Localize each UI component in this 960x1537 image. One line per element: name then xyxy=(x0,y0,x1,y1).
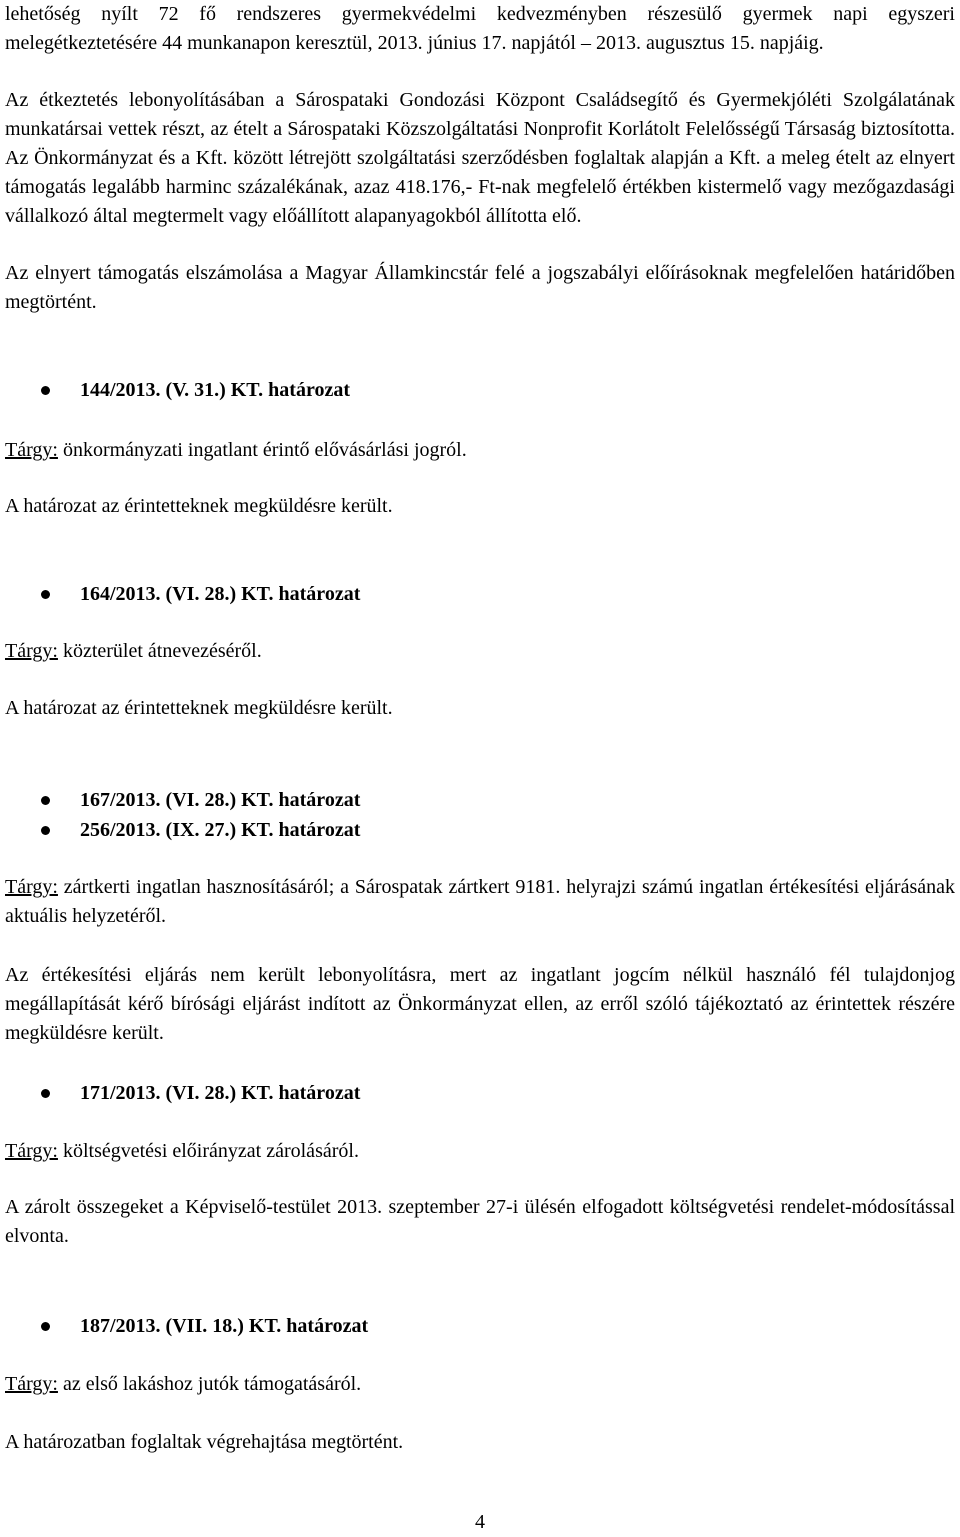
intro-paragraph-1: lehetőség nyílt 72 fő rendszeres gyermekvédelmi kedvezményben részesülő gyermek napi egyszeri melegétkeztetésére 44 munkanapon keresztül, 2013. június 17. napjától – 2013. augusztus 15. napjáig. xyxy=(5,3,955,54)
resolution-heading: 187/2013. (VII. 18.) KT. határozat xyxy=(5,1311,955,1341)
intro-paragraph-3: Az elnyert támogatás elszámolása a Magyar Államkincstár felé a jogszabályi előírásoknak megfelelően határidőben megtörtént. xyxy=(5,262,955,313)
subject-text: költségvetési előirányzat zárolásáról. xyxy=(57,1140,359,1162)
bullet-icon xyxy=(41,826,50,835)
resolution-subject xyxy=(5,436,955,465)
bullet-icon xyxy=(41,590,50,599)
bullet-icon xyxy=(41,1322,50,1331)
resolution-heading: 167/2013. (VI. 28.) KT. határozat xyxy=(5,785,955,815)
resolution-heading: 144/2013. (V. 31.) KT. határozat xyxy=(5,375,955,405)
resolution-heading-list xyxy=(5,1311,955,1341)
intro-paragraph-2: Az étkeztetés lebonyolításában a Sárospataki Gondozási Központ Családsegítő és Gyermekjóléti Szolgálatának munkatársai vettek részt, az ételt a Sárospataki Közszolgáltatási Nonprofit Korlátolt Felelősségű Társaság biztosította. Az Önkormányzat és a Kft. között létrejött szolgáltatási szerződésben foglaltak alapján a Kft. a meleg ételt az elnyert támogatás legalább harminc százalékának, azaz 418.176,- Ft-nak megfelelő értékben kistermelő vagy mezőgazdasági vállalkozó által megtermelt vagy előállított alapanyagokból állította elő. xyxy=(5,89,955,227)
subject-text: önkormányzati ingatlant érintő elővásárlási jogról. xyxy=(57,439,467,461)
bullet-icon xyxy=(41,1089,50,1098)
resolution-heading-list xyxy=(5,785,955,845)
resolution-heading-list xyxy=(5,375,955,405)
resolution-body: Az értékesítési eljárás nem került lebonyolításra, mert az ingatlant jogcím nélkül használó fél tulajdonjog megállapítását kérő bírósági eljárást indított az Önkormányzat ellen, az erről szóló tájékoztató az érintettek részére megküldésre került. xyxy=(5,964,955,1044)
subject-text: zártkerti ingatlan hasznosításáról; a Sárospatak zártkert 9181. helyrajzi számú ingatlan értékesítési eljárásának aktuális helyzetéről. xyxy=(5,876,955,927)
subject-label: Tárgy: xyxy=(5,439,58,461)
resolution-heading: 171/2013. (VI. 28.) KT. határozat xyxy=(5,1078,955,1108)
bullet-icon xyxy=(41,796,50,805)
subject-label: Tárgy: xyxy=(5,1140,58,1162)
subject-label: Tárgy: xyxy=(5,640,58,662)
subject-label: Tárgy: xyxy=(5,1373,58,1395)
resolution-body: A zárolt összegeket a Képviselő-testület 2013. szeptember 27-i ülésén elfogadott költségvetési rendelet-módosítással elvonta. xyxy=(5,1196,955,1247)
subject-text: közterület átnevezéséről. xyxy=(57,640,262,662)
resolution-subject xyxy=(5,1370,955,1399)
resolution-body: A határozat az érintetteknek megküldésre került. xyxy=(5,495,393,517)
resolution-subject xyxy=(5,637,955,666)
resolution-subject xyxy=(5,1137,955,1166)
subject-label: Tárgy: xyxy=(5,876,58,898)
subject-text: az első lakáshoz jutók támogatásáról. xyxy=(57,1373,362,1395)
resolution-body: A határozatban foglaltak végrehajtása megtörtént. xyxy=(5,1431,404,1453)
resolution-heading: 256/2013. (IX. 27.) KT. határozat xyxy=(5,815,955,845)
resolution-subject xyxy=(5,873,955,931)
resolution-heading: 164/2013. (VI. 28.) KT. határozat xyxy=(5,579,955,609)
page-number: 4 xyxy=(475,1511,485,1533)
bullet-icon xyxy=(41,386,50,395)
resolution-body: A határozat az érintetteknek megküldésre került. xyxy=(5,697,393,719)
resolution-heading-list xyxy=(5,579,955,609)
resolution-heading-list xyxy=(5,1078,955,1108)
